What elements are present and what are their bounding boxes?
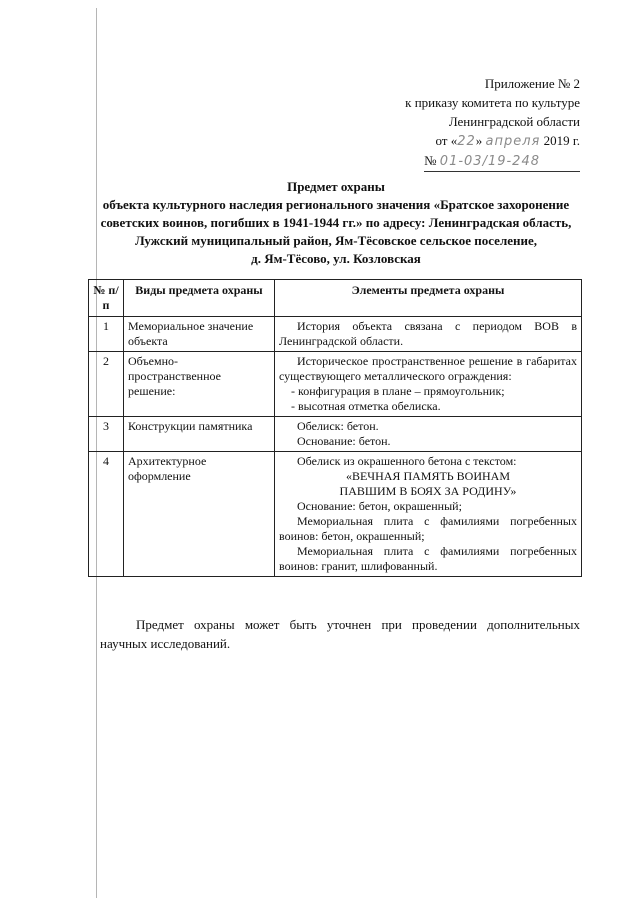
- appendix-date: [405, 131, 580, 151]
- row-2-element-1: Историческое пространственное решение в габаритах существующего металлического ограждения:: [279, 354, 577, 383]
- table-row: [89, 417, 582, 452]
- row-2-element-2: - конфигурация в плане – прямоугольник;: [291, 384, 505, 398]
- appendix-order-ref: к приказу комитета по культуре: [405, 95, 580, 110]
- date-month-handwritten: апреля: [485, 134, 541, 149]
- protection-subject-table: [88, 279, 582, 577]
- row-1-element-1: История объекта связана с периодом ВОВ в Ленинградской области.: [279, 319, 577, 348]
- row-4-element-1: Обелиск из окрашенного бетона с текстом:: [297, 454, 517, 468]
- row-4-inscription-line-1: «ВЕЧНАЯ ПАМЯТЬ ВОИНАМ: [345, 469, 511, 483]
- row-4-element-5: Мемориальная плита с фамилиями погребенных воинов: бетон, окрашенный;: [279, 514, 577, 543]
- title-line-1: Предмет охраны: [287, 179, 385, 194]
- date-prefix: от «: [435, 133, 458, 148]
- title-line-2: объекта культурного наследия регионального значения «Братское захоронение: [102, 197, 570, 212]
- row-4-element-6: Мемориальная плита с фамилиями погребенных воинов: гранит, шлифованный.: [279, 544, 577, 573]
- appendix-header: [405, 74, 580, 172]
- appendix-order-number: [424, 151, 580, 172]
- row-4-element-4: Основание: бетон, окрашенный;: [297, 499, 462, 513]
- row-4-elements: [275, 452, 582, 577]
- closing-paragraph: Предмет охраны может быть уточнен при проведении дополнительных научных исследований.: [100, 617, 580, 651]
- document-title: [86, 178, 586, 268]
- title-line-5: д. Ям-Тёсово, ул. Козловская: [251, 251, 421, 266]
- date-day-handwritten: 22: [457, 134, 476, 149]
- row-3-num: 3: [89, 417, 124, 452]
- title-line-3: советских воинов, погибших в 1941-1944 гг.» по адресу: Ленинградская область,: [100, 215, 572, 230]
- row-1-kind: Мемориальное значение объекта: [124, 317, 275, 352]
- row-1-elements: [275, 317, 582, 352]
- appendix-region: Ленинградской области: [448, 114, 580, 129]
- order-number-prefix: №: [424, 153, 437, 168]
- date-mid: »: [475, 133, 483, 148]
- table-row: [89, 352, 582, 417]
- table-row: [89, 317, 582, 352]
- appendix-number: Приложение № 2: [484, 76, 580, 91]
- row-2-kind: Объемно-пространственное решение:: [124, 352, 275, 417]
- row-3-element-2: Основание: бетон.: [297, 434, 391, 448]
- header-kind: Виды предмета охраны: [124, 280, 275, 317]
- row-3-kind: Конструкции памятника: [124, 417, 275, 452]
- title-line-4: Лужский муниципальный район, Ям-Тёсовское сельское поселение,: [134, 233, 538, 248]
- order-number-handwritten: 01-03/19-248: [439, 154, 540, 169]
- row-4-inscription-line-2: ПАВШИМ В БОЯХ ЗА РОДИНУ»: [339, 484, 517, 498]
- row-4-num: 4: [89, 452, 124, 577]
- row-2-elements: [275, 352, 582, 417]
- table-header-row: [89, 280, 582, 317]
- row-2-element-3: - высотная отметка обелиска.: [291, 399, 441, 413]
- row-1-num: 1: [89, 317, 124, 352]
- row-2-num: 2: [89, 352, 124, 417]
- row-3-element-1: Обелиск: бетон.: [297, 419, 379, 433]
- row-4-kind: Архитектурное оформление: [124, 452, 275, 577]
- date-suffix: 2019 г.: [543, 133, 580, 148]
- row-3-elements: [275, 417, 582, 452]
- header-num: № п/п: [89, 280, 124, 317]
- header-elements: Элементы предмета охраны: [275, 280, 582, 317]
- table-row: [89, 452, 582, 577]
